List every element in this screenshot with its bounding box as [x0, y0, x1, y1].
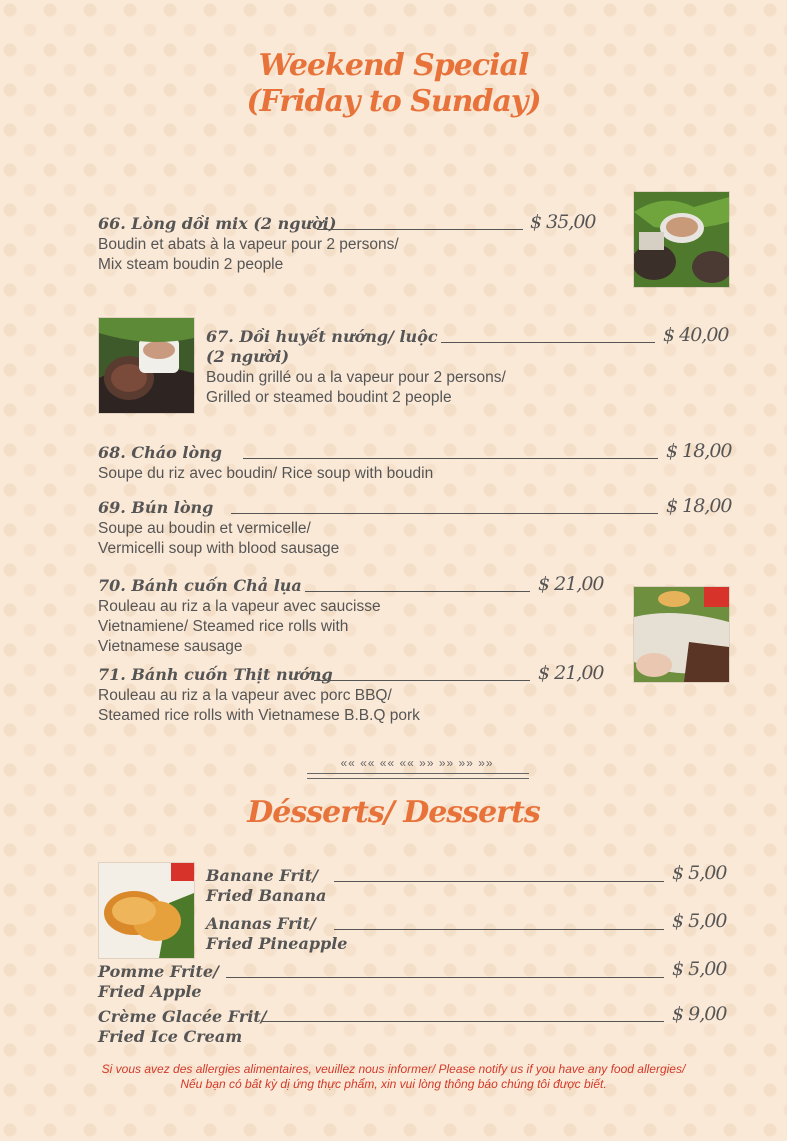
dessert-1-price: $ 5,00 [672, 862, 727, 884]
dessert-2-name-1: Ananas Frit/ [206, 914, 316, 933]
section-divider-line-1 [307, 773, 529, 774]
item-70-photo [633, 586, 730, 683]
page-title-line2: (Friday to Sunday) [246, 84, 541, 119]
section-divider-line-2 [307, 778, 529, 779]
dessert-1-name-1: Banane Frit/ [206, 866, 319, 885]
item-70-desc-1: Rouleau au riz a la vapeur avec saucisse [98, 598, 381, 615]
item-67-desc-1: Boudin grillé ou a la vapeur pour 2 persons/ [206, 369, 506, 386]
item-68-desc-1: Soupe du riz avec boudin/ Rice soup with boudin [98, 465, 434, 482]
desserts-title: Désserts/ Desserts [247, 795, 540, 830]
item-68-leader [243, 458, 658, 459]
item-71-leader [314, 680, 530, 681]
dessert-3-name-1: Pomme Frite/ [98, 962, 219, 981]
dessert-4-leader [262, 1021, 664, 1022]
item-66-desc-1: Boudin et abats à la vapeur pour 2 persons/ [98, 236, 399, 253]
dessert-4-name-1: Crème Glacée Frit/ [98, 1007, 267, 1026]
item-67-leader [441, 342, 655, 343]
item-68-price: $ 18,00 [666, 440, 732, 462]
item-68-name: 68. Cháo lòng [98, 443, 222, 462]
allergy-notice-line-1: Si vous avez des allergies alimentaires, veuillez nous informer/ Please notify us if you have any food allergies/ [101, 1062, 686, 1076]
item-69-leader [231, 513, 658, 514]
item-71-desc-1: Rouleau au riz a la vapeur avec porc BBQ/ [98, 687, 392, 704]
page-title-line1: Weekend Special [258, 48, 529, 83]
item-67-desc-2: Grilled or steamed boudint 2 people [206, 389, 452, 406]
item-69-name: 69. Bún lòng [98, 498, 214, 517]
item-70-desc-3: Vietnamese sausage [98, 638, 243, 655]
item-67-price: $ 40,00 [663, 324, 729, 346]
item-70-leader [305, 591, 530, 592]
item-66-desc-2: Mix steam boudin 2 people [98, 256, 284, 273]
dessert-3-price: $ 5,00 [672, 958, 727, 980]
item-69-desc-1: Soupe au boudin et vermicelle/ [98, 520, 311, 537]
item-69-price: $ 18,00 [666, 495, 732, 517]
item-69-desc-2: Vermicelli soup with blood sausage [98, 540, 340, 557]
item-66-leader [317, 229, 523, 230]
item-66-price: $ 35,00 [530, 211, 596, 233]
item-71-price: $ 21,00 [538, 662, 604, 684]
dessert-1-leader [334, 881, 664, 882]
item-66-photo [633, 191, 730, 288]
item-66-name: 66. Lòng dồi mix (2 người) [98, 214, 337, 233]
dessert-2-price: $ 5,00 [672, 910, 727, 932]
item-71-desc-2: Steamed rice rolls with Vietnamese B.B.Q pork [98, 707, 420, 724]
allergy-notice-line-2: Nếu bạn có bất kỳ dị ứng thực phẩm, xin vui lòng thông báo chúng tôi được biết. [180, 1077, 607, 1091]
item-70-name: 70. Bánh cuốn Chả lụa [98, 576, 302, 595]
dessert-4-name-2: Fried Ice Cream [98, 1027, 243, 1046]
item-70-desc-2: Vietnamiene/ Steamed rice rolls with [98, 618, 349, 635]
dessert-photo [98, 862, 195, 959]
dessert-1-name-2: Fried Banana [206, 886, 327, 905]
item-67-name-2: (2 người) [206, 347, 290, 366]
dessert-2-leader [334, 929, 664, 930]
item-67-photo [98, 317, 195, 414]
dessert-3-leader [226, 977, 664, 978]
dessert-2-name-2: Fried Pineapple [206, 934, 348, 953]
item-71-name: 71. Bánh cuốn Thịt nướng [98, 665, 333, 684]
dessert-3-name-2: Fried Apple [98, 982, 202, 1001]
section-divider-ornament: «« «« «« «« »» »» »» »» [340, 756, 494, 770]
dessert-4-price: $ 9,00 [672, 1003, 727, 1025]
item-70-price: $ 21,00 [538, 573, 604, 595]
item-67-name-1: 67. Dồi huyết nướng/ luộc [206, 327, 438, 346]
